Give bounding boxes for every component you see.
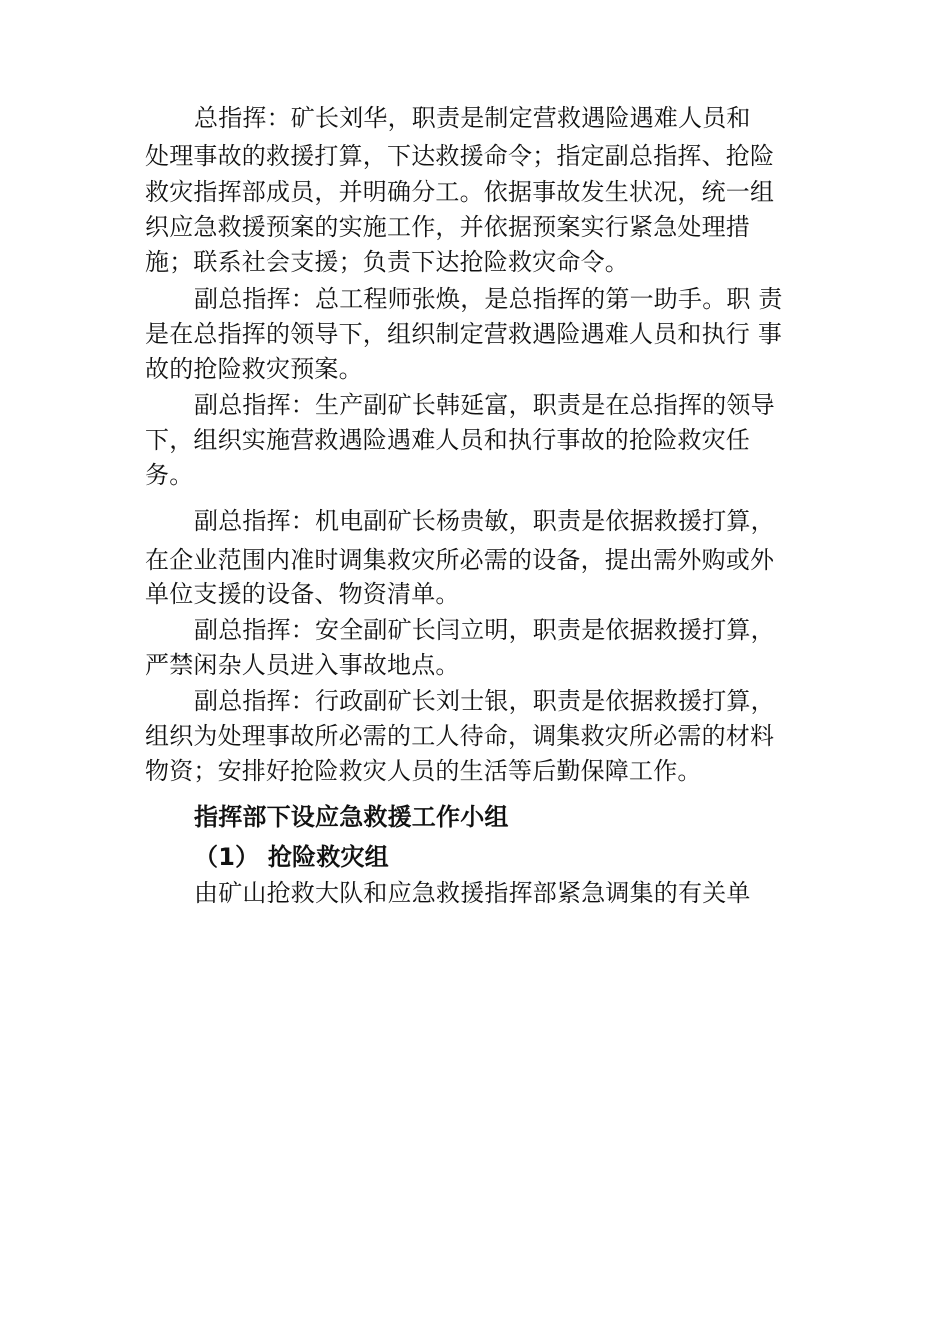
paragraph-line: 副总指挥：安全副矿长闫立明，职责是依据救援打算，	[194, 616, 775, 644]
paragraph-line: 副总指挥：机电副矿长杨贵敏，职责是依据救援打算，	[194, 507, 775, 535]
paragraph-line: 救灾指挥部成员，并明确分工。依据事故发生状况，统一组	[145, 178, 775, 206]
paragraph-line: 严禁闲杂人员进入事故地点。	[145, 651, 460, 679]
paragraph-line: 单位支援的设备、物资清单。	[145, 580, 460, 608]
paragraph-line: 副总指挥：行政副矿长刘士银，职责是依据救援打算，	[194, 687, 775, 715]
paragraph-line: 组织为处理事故所必需的工人待命，调集救灾所必需的材料	[145, 722, 775, 750]
paragraph-line: 物资；安排好抢险救灾人员的生活等后勤保障工作。	[145, 757, 702, 785]
paragraph-line: 总指挥：矿长刘华，职责是制定营救遇险遇难人员和	[194, 104, 751, 132]
paragraph-line: 副总指挥：总工程师张焕，是总指挥的第一助手。职 责	[194, 285, 783, 313]
paragraph-line: 在企业范围内准时调集救灾所必需的设备，提出需外购或外	[145, 546, 775, 574]
subsection-heading: （1） 抢险救灾组	[194, 843, 389, 871]
paragraph-line: 施；联系社会支援；负责下达抢险救灾命令。	[145, 248, 629, 276]
paragraph-line: 务。	[145, 461, 194, 489]
section-heading: 指挥部下设应急救援工作小组	[194, 803, 509, 831]
paragraph-line: 副总指挥：生产副矿长韩延富，职责是在总指挥的领导	[194, 391, 775, 419]
paragraph-line: 织应急救援预案的实施工作，并依据预案实行紧急处理措	[145, 213, 750, 241]
paragraph-line: 处理事故的救援打算，下达救援命令；指定副总指挥、抢险	[145, 142, 775, 170]
paragraph-line: 下，组织实施营救遇险遇难人员和执行事故的抢险救灾任	[145, 426, 750, 454]
paragraph-line: 故的抢险救灾预案。	[145, 355, 363, 383]
paragraph-line: 是在总指挥的领导下，组织制定营救遇险遇难人员和执行 事	[145, 320, 783, 348]
paragraph-line: 由矿山抢救大队和应急救援指挥部紧急调集的有关单	[194, 879, 751, 907]
